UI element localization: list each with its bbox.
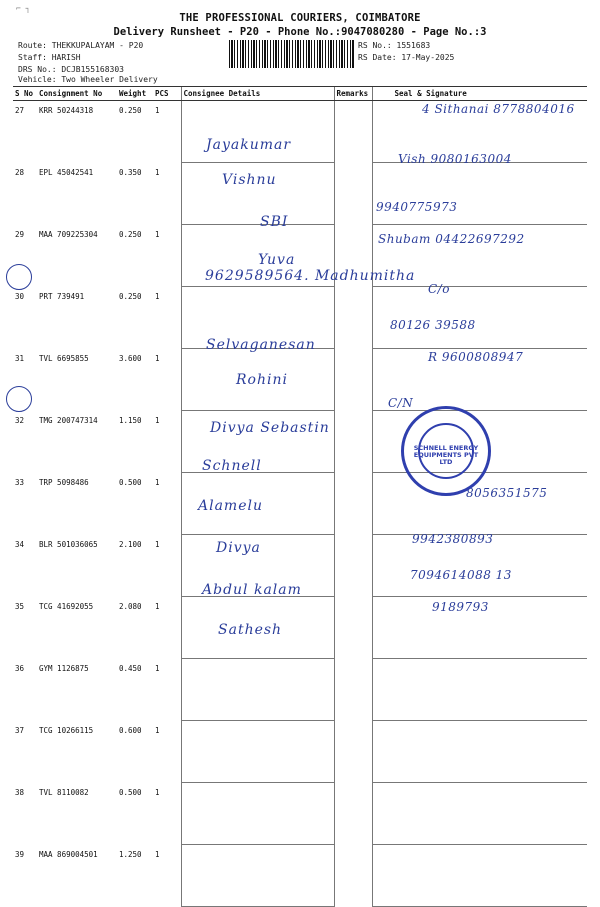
row-remarks bbox=[334, 597, 372, 659]
row-remarks bbox=[334, 101, 372, 163]
row-seal-signature bbox=[372, 783, 587, 845]
row-consignee-details bbox=[181, 659, 334, 721]
row-pcs: 1 bbox=[155, 229, 160, 239]
handwritten-consignee-name: Vishnu bbox=[222, 172, 277, 188]
handwritten-consignee-name: Selvaganesan bbox=[206, 337, 316, 353]
handwritten-signature: C/o bbox=[428, 282, 450, 296]
table-row bbox=[13, 597, 587, 659]
handwritten-consignee-name: Yuva bbox=[258, 252, 296, 268]
col-header-pcs: PCS bbox=[153, 87, 181, 101]
row-pcs: 1 bbox=[155, 539, 160, 549]
row-pcs: 1 bbox=[155, 601, 160, 611]
rs-date: RS Date: 17-May-2025 bbox=[358, 53, 455, 62]
handwritten-consignee-name: Divya Sebastin bbox=[210, 420, 330, 436]
row-sno: 38 bbox=[15, 787, 25, 797]
handwritten-signature: Vish 9080163004 bbox=[398, 152, 512, 166]
row-seal-signature bbox=[372, 473, 587, 535]
row-sno: 35 bbox=[15, 601, 25, 611]
handwritten-consignee-name: Schnell bbox=[202, 458, 262, 474]
row-weight: 0.450 bbox=[119, 663, 142, 673]
handwritten-signature: 80126 39588 bbox=[390, 318, 476, 332]
table-row bbox=[13, 783, 587, 845]
row-remarks bbox=[334, 783, 372, 845]
row-pcs: 1 bbox=[155, 415, 160, 425]
row-consignment-no: MAA 869004501 bbox=[39, 849, 98, 859]
row-remarks bbox=[334, 349, 372, 411]
row-pcs: 1 bbox=[155, 725, 160, 735]
row-remarks bbox=[334, 473, 372, 535]
row-pcs: 1 bbox=[155, 291, 160, 301]
row-sno: 32 bbox=[15, 415, 25, 425]
row-weight: 0.350 bbox=[119, 167, 142, 177]
row-consignee-details bbox=[181, 721, 334, 783]
row-sno: 31 bbox=[15, 353, 25, 363]
rs-number: RS No.: 1551683 bbox=[358, 41, 431, 50]
handwritten-consignee-name: 9629589564. Madhumitha bbox=[205, 268, 416, 284]
row-seal-signature bbox=[372, 163, 587, 225]
row-pcs: 1 bbox=[155, 787, 160, 797]
row-sno: 39 bbox=[15, 849, 25, 859]
staff-label: Staff: HARISH bbox=[18, 53, 81, 62]
row-sno: 34 bbox=[15, 539, 25, 549]
row-consignment-no: BLR 501036065 bbox=[39, 539, 98, 549]
row-weight: 0.250 bbox=[119, 291, 142, 301]
row-remarks bbox=[334, 845, 372, 907]
table-row bbox=[13, 845, 587, 907]
handwritten-signature: 9940775973 bbox=[376, 200, 458, 214]
row-weight: 0.250 bbox=[119, 229, 142, 239]
col-header-seal: Seal & Signature bbox=[372, 87, 587, 101]
handwritten-signature: C/N bbox=[388, 396, 414, 410]
row-consignment-no: TCG 10266115 bbox=[39, 725, 94, 735]
handwritten-consignee-name: Jayakumar bbox=[206, 137, 292, 153]
row-remarks bbox=[334, 535, 372, 597]
row-remarks bbox=[334, 163, 372, 225]
row-weight: 0.600 bbox=[119, 725, 142, 735]
row-weight: 3.600 bbox=[119, 353, 142, 363]
barcode bbox=[229, 40, 354, 68]
row-consignment-no: EPL 45042541 bbox=[39, 167, 94, 177]
row-remarks bbox=[334, 659, 372, 721]
row-consignment-no: MAA 709225304 bbox=[39, 229, 98, 239]
row-seal-signature bbox=[372, 845, 587, 907]
row-pcs: 1 bbox=[155, 477, 160, 487]
runsheet-subtitle: Delivery Runsheet - P20 - Phone No.:9047080280 - Page No.:3 bbox=[113, 26, 487, 38]
table-header-row bbox=[13, 87, 587, 101]
row-pcs: 1 bbox=[155, 353, 160, 363]
col-header-weight: Weight bbox=[117, 87, 153, 101]
route-label: Route: THEKKUPALAYAM - P20 bbox=[18, 41, 144, 50]
handwritten-consignee-name: Abdul kalam bbox=[202, 582, 302, 598]
table-row bbox=[13, 659, 587, 721]
row-seal-signature bbox=[372, 721, 587, 783]
row-consignee-details bbox=[181, 101, 334, 163]
row-sno: 33 bbox=[15, 477, 25, 487]
row-sno: 29 bbox=[15, 229, 25, 239]
col-header-sno: S No bbox=[13, 87, 37, 101]
row-weight: 0.500 bbox=[119, 787, 142, 797]
row-pcs: 1 bbox=[155, 106, 160, 115]
row-pcs: 1 bbox=[155, 849, 160, 859]
handwritten-signature: 9189793 bbox=[432, 600, 489, 614]
circle-mark-31 bbox=[6, 264, 32, 290]
row-pcs: 1 bbox=[155, 663, 160, 673]
row-sno: 28 bbox=[15, 167, 25, 177]
row-weight: 2.100 bbox=[119, 539, 142, 549]
handwritten-signature: 9942380893 bbox=[412, 532, 494, 546]
row-consignee-details bbox=[181, 783, 334, 845]
company-seal-stamp bbox=[401, 406, 491, 496]
vehicle-label: Vehicle: Two Wheeler Delivery bbox=[18, 75, 158, 84]
row-consignment-no: PRT 739491 bbox=[39, 291, 85, 301]
row-consignment-no: TVL 8110082 bbox=[39, 787, 89, 797]
handwritten-signature: 7094614088 13 bbox=[410, 568, 512, 582]
row-remarks bbox=[334, 411, 372, 473]
row-sno: 30 bbox=[15, 291, 25, 301]
handwritten-signature: 8056351575 bbox=[466, 486, 548, 500]
handwritten-consignee-name: Rohini bbox=[236, 372, 288, 388]
row-consignment-no: GYM 1126875 bbox=[39, 663, 89, 673]
drs-number: DRS No.: DCJB155168303 bbox=[18, 65, 124, 74]
row-consignment-no: TMG 200747314 bbox=[39, 415, 98, 425]
row-consignment-no: TVL 6695855 bbox=[39, 353, 89, 363]
handwritten-consignee-name: Divya bbox=[216, 540, 261, 556]
handwritten-consignee-name: Sathesh bbox=[218, 622, 283, 638]
row-consignee-details bbox=[181, 845, 334, 907]
row-pcs: 1 bbox=[155, 167, 160, 177]
col-header-remarks: Remarks bbox=[334, 87, 372, 101]
col-header-consignee: Consignee Details bbox=[181, 87, 334, 101]
col-header-consignment: Consignment No bbox=[37, 87, 117, 101]
row-remarks bbox=[334, 721, 372, 783]
table-row bbox=[13, 473, 587, 535]
handwritten-consignee-name: SBI bbox=[260, 214, 289, 230]
handwritten-consignee-name: Alamelu bbox=[198, 498, 263, 514]
handwritten-signature: R 9600808947 bbox=[428, 350, 524, 364]
handwritten-signature: Shubam 04422697292 bbox=[378, 232, 525, 246]
row-consignment-no: TRP 5098486 bbox=[39, 477, 89, 487]
row-seal-signature bbox=[372, 659, 587, 721]
table-row bbox=[13, 721, 587, 783]
row-sno: 27 bbox=[15, 106, 25, 115]
row-weight: 1.150 bbox=[119, 415, 142, 425]
row-weight: 1.250 bbox=[119, 849, 142, 859]
row-weight: 2.080 bbox=[119, 601, 142, 611]
circle-mark-34 bbox=[6, 386, 32, 412]
stamp-text: SCHNELL ENERGY EQUIPMENTS PVT LTD bbox=[413, 444, 479, 466]
row-sno: 37 bbox=[15, 725, 25, 735]
row-consignment-no: KRR 50244318 bbox=[39, 106, 94, 115]
row-sno: 36 bbox=[15, 663, 25, 673]
handwritten-signature: 4 Sithanai 8778804016 bbox=[422, 102, 575, 116]
corner-mark: ⌐ ┐ bbox=[16, 4, 31, 13]
row-weight: 0.500 bbox=[119, 477, 142, 487]
row-weight: 0.250 bbox=[119, 106, 142, 115]
row-consignment-no: TCG 41692055 bbox=[39, 601, 94, 611]
row-remarks bbox=[334, 287, 372, 349]
company-title: THE PROFESSIONAL COURIERS, COIMBATORE bbox=[179, 12, 421, 24]
table-row bbox=[13, 163, 587, 225]
